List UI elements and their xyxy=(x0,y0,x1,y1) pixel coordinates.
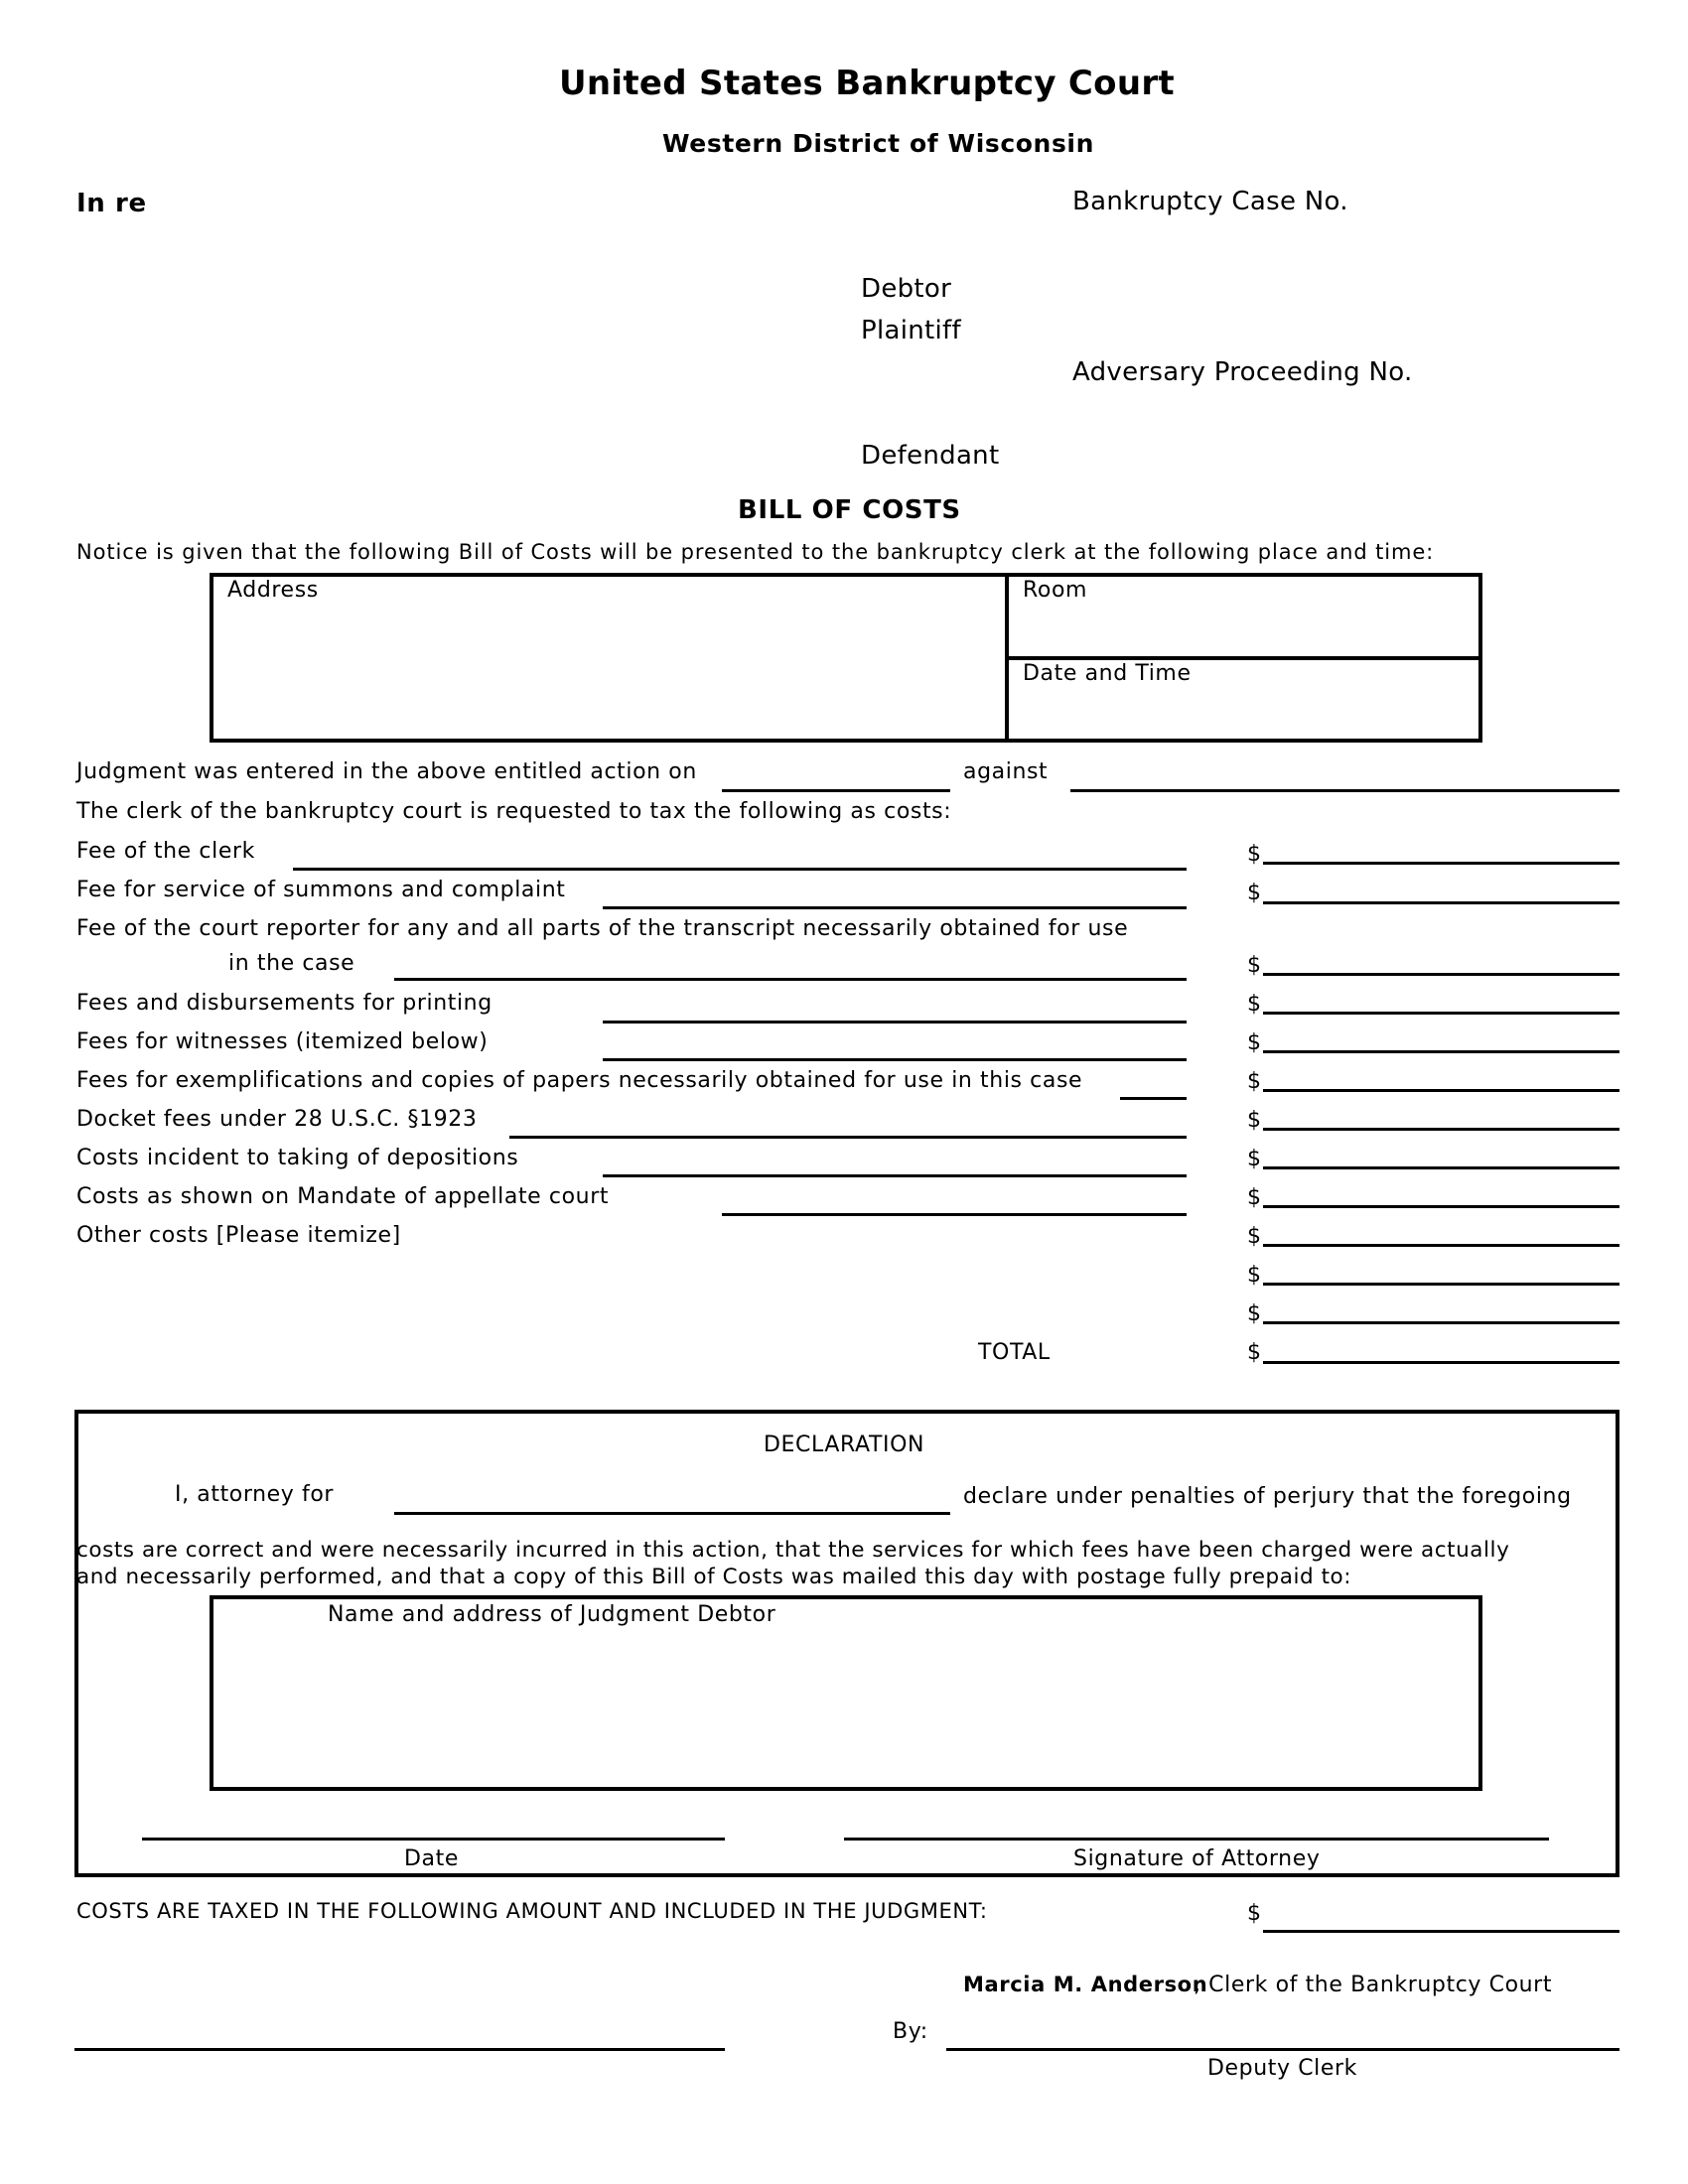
room-input[interactable] xyxy=(1023,608,1470,651)
cost-item-line[interactable] xyxy=(603,906,1187,909)
dollar-sign: $ xyxy=(1247,1108,1262,1133)
deputy-clerk-line[interactable] xyxy=(946,2048,1619,2051)
dollar-sign: $ xyxy=(1247,1301,1262,1326)
address-label: Address xyxy=(227,578,319,603)
amount-line[interactable] xyxy=(1263,1283,1619,1286)
district-title: Western District of Wisconsin xyxy=(662,129,1095,158)
clerk-name: Marcia M. Anderson xyxy=(963,1973,1208,1996)
judgment-debtor-input[interactable] xyxy=(228,1636,1465,1775)
dollar-sign: $ xyxy=(1247,1185,1262,1210)
by-label: By: xyxy=(893,2019,928,2044)
judgment-date-line[interactable] xyxy=(722,789,950,792)
amount-line[interactable] xyxy=(1263,1089,1619,1092)
place-box-hdivider xyxy=(1005,656,1482,660)
cost-item-label: Costs as shown on Mandate of appellate court xyxy=(76,1184,610,1209)
taxed-amount-line[interactable] xyxy=(1263,1930,1619,1933)
total-amount-line[interactable] xyxy=(1263,1361,1619,1364)
cost-item-label: Fee of the clerk xyxy=(76,839,255,864)
declare-text: declare under penalties of perjury that the foregoing xyxy=(963,1484,1572,1509)
clerk-request-text: The clerk of the bankruptcy court is requested to tax the following as costs: xyxy=(76,799,952,824)
cost-item-line[interactable] xyxy=(603,1058,1187,1061)
attorney-for-line[interactable] xyxy=(394,1512,950,1515)
dollar-sign: $ xyxy=(1247,1030,1262,1055)
dollar-sign: $ xyxy=(1247,992,1262,1017)
cost-item-label: Other costs [Please itemize] xyxy=(76,1223,401,1248)
amount-line[interactable] xyxy=(1263,1205,1619,1208)
cost-item-label: Docket fees under 28 U.S.C. §1923 xyxy=(76,1107,478,1132)
deputy-clerk-label: Deputy Clerk xyxy=(1207,2056,1358,2081)
bill-of-costs-title: BILL OF COSTS xyxy=(738,495,961,525)
cost-item-line[interactable] xyxy=(394,978,1187,981)
against-label: against xyxy=(963,759,1049,784)
address-input[interactable] xyxy=(227,608,992,727)
defendant-label: Defendant xyxy=(861,441,1000,471)
dollar-sign: $ xyxy=(1247,1147,1262,1171)
amount-line[interactable] xyxy=(1263,973,1619,976)
amount-line[interactable] xyxy=(1263,1244,1619,1247)
amount-line[interactable] xyxy=(1263,1128,1619,1131)
in-re-label: In re xyxy=(76,189,147,218)
dollar-sign: $ xyxy=(1247,1340,1262,1365)
cost-item-label: Fees for witnesses (itemized below) xyxy=(76,1029,489,1054)
amount-line[interactable] xyxy=(1263,1050,1619,1053)
debtor-label: Debtor xyxy=(861,274,952,304)
amount-line[interactable] xyxy=(1263,1166,1619,1169)
dollar-sign: $ xyxy=(1247,1069,1262,1094)
attorney-signature-label: Signature of Attorney xyxy=(1073,1846,1321,1871)
dollar-sign: $ xyxy=(1247,1263,1262,1288)
clerk-title: , Clerk of the Bankruptcy Court xyxy=(1194,1973,1553,1997)
cost-item-line[interactable] xyxy=(603,1174,1187,1177)
attorney-signature-line[interactable] xyxy=(844,1838,1549,1841)
judgment-debtor-label: Name and address of Judgment Debtor xyxy=(328,1602,776,1627)
cost-item-line[interactable] xyxy=(1120,1097,1187,1100)
dollar-sign: $ xyxy=(1247,953,1262,978)
cost-item-label: Fees and disbursements for printing xyxy=(76,991,492,1016)
cost-item-line[interactable] xyxy=(722,1213,1187,1216)
adversary-no-label: Adversary Proceeding No. xyxy=(1072,357,1413,387)
declaration-date-line[interactable] xyxy=(142,1838,725,1841)
dollar-sign: $ xyxy=(1247,1901,1262,1926)
declaration-title: DECLARATION xyxy=(764,1433,925,1457)
dollar-sign: $ xyxy=(1247,881,1262,905)
attorney-for-label: I, attorney for xyxy=(175,1482,335,1507)
cost-item-label: Fee of the court reporter for any and all parts of the transcript necessarily obtained for use xyxy=(76,916,1129,941)
amount-line[interactable] xyxy=(1263,901,1619,904)
cost-item-label: Costs incident to taking of depositions xyxy=(76,1146,519,1170)
notice-text: Notice is given that the following Bill of Costs will be presented to the bankruptcy clerk at the following place and time: xyxy=(76,540,1435,564)
against-line[interactable] xyxy=(1070,789,1619,792)
cost-item-label: Fee for service of summons and complaint xyxy=(76,878,566,902)
room-label: Room xyxy=(1023,578,1088,603)
cost-item-label-cont: in the case xyxy=(228,951,355,976)
declaration-line2: and necessarily performed, and that a copy of this Bill of Costs was mailed this day with postage fully prepaid to: xyxy=(76,1565,1352,1589)
cost-item-line[interactable] xyxy=(509,1136,1187,1139)
declaration-line1: costs are correct and were necessarily incurred in this action, that the services for which fees have been charged were actually xyxy=(76,1538,1510,1563)
dollar-sign: $ xyxy=(1247,1224,1262,1249)
dollar-sign: $ xyxy=(1247,842,1262,867)
case-no-label: Bankruptcy Case No. xyxy=(1072,187,1348,216)
cost-item-line[interactable] xyxy=(603,1021,1187,1024)
amount-line[interactable] xyxy=(1263,1012,1619,1015)
date-time-label: Date and Time xyxy=(1023,661,1192,686)
declaration-date-label: Date xyxy=(404,1846,459,1871)
total-label: TOTAL xyxy=(978,1340,1051,1365)
judgment-entered-text: Judgment was entered in the above entitled action on xyxy=(76,759,697,784)
date-time-input[interactable] xyxy=(1023,691,1470,735)
cost-item-line[interactable] xyxy=(293,868,1187,871)
cost-item-label: Fees for exemplifications and copies of papers necessarily obtained for use in this case xyxy=(76,1068,1083,1093)
left-signature-line[interactable] xyxy=(74,2048,725,2051)
amount-line[interactable] xyxy=(1263,862,1619,865)
plaintiff-label: Plaintiff xyxy=(861,316,961,345)
court-title: United States Bankruptcy Court xyxy=(559,64,1175,103)
costs-taxed-text: COSTS ARE TAXED IN THE FOLLOWING AMOUNT AND INCLUDED IN THE JUDGMENT: xyxy=(76,1899,988,1923)
amount-line[interactable] xyxy=(1263,1321,1619,1324)
